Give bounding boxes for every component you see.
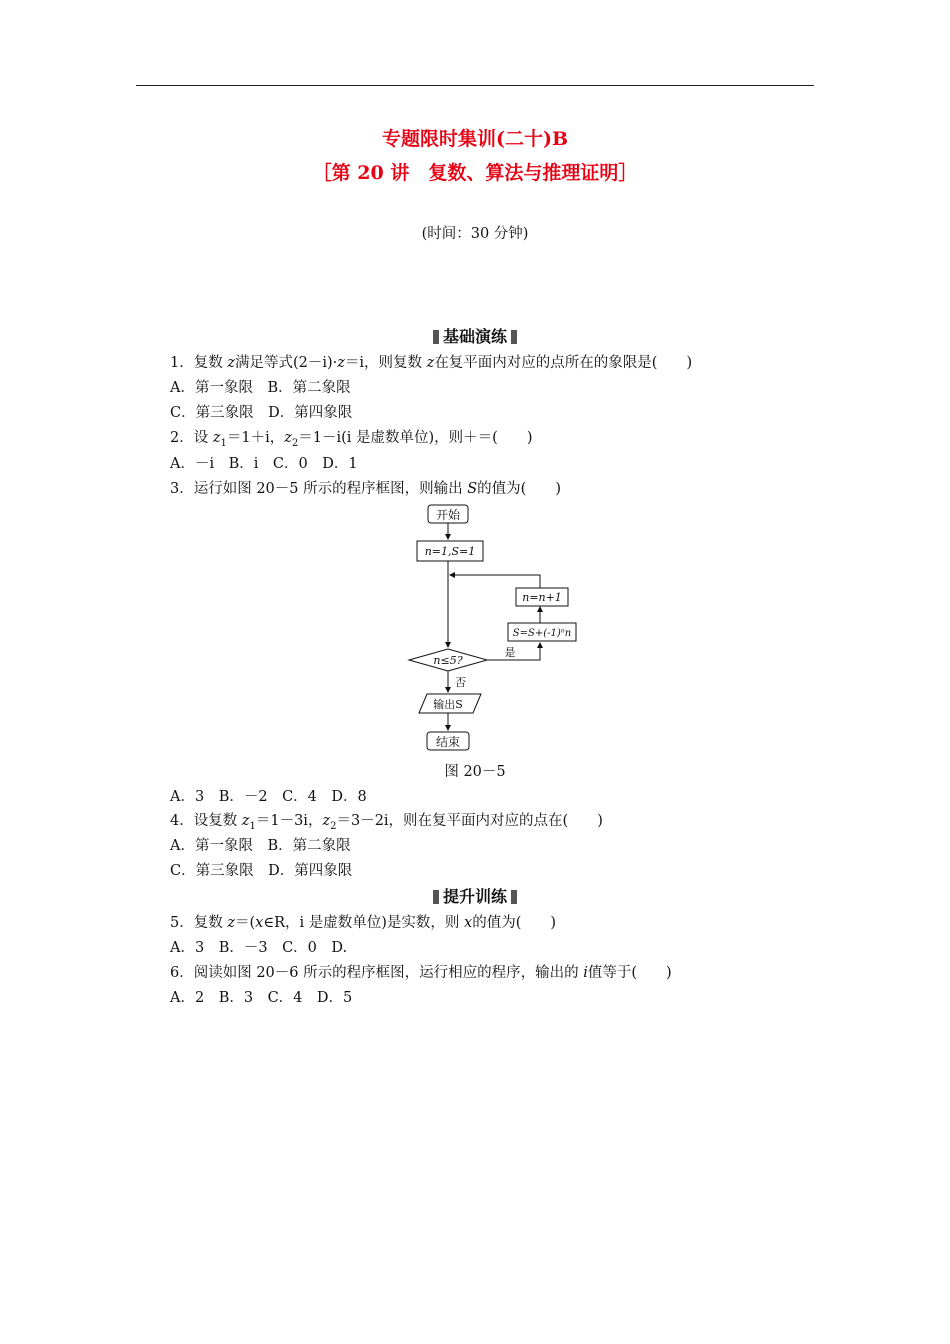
end-label: 结束 bbox=[435, 735, 461, 749]
question-1-options-b: C．第三象限 D．第四象限 bbox=[170, 405, 353, 421]
header-rule bbox=[136, 85, 814, 86]
section-marker-icon bbox=[433, 330, 439, 344]
section-basic-label: 基础演练 bbox=[442, 327, 507, 346]
increment-label: n=n+1 bbox=[522, 591, 562, 604]
question-1: 1．复数 z满足等式(2－i)·z＝i，则复数 z在复平面内对应的点所在的象限是( ) bbox=[170, 355, 693, 371]
question-1-options-a: A．第一象限 B．第二象限 bbox=[170, 380, 351, 396]
yes-label: 是 bbox=[504, 646, 516, 659]
question-2: 2．设 $z_1=1+i$，$z_2=1-i(i$ 是虚数单位)，则＋＝( ) bbox=[170, 430, 533, 449]
figure-caption: 图 20－5 bbox=[444, 764, 506, 780]
output-label: 输出S bbox=[433, 698, 463, 711]
question-2-options: A．－i B．i C．0 D．1 bbox=[170, 456, 358, 472]
question-3: 3．运行如图 20－5 所示的程序框图，则输出 S的值为( ) bbox=[170, 481, 561, 497]
section-marker-icon bbox=[433, 890, 439, 904]
init-label: n=1,S=1 bbox=[424, 545, 476, 558]
section-advanced bbox=[0, 884, 950, 907]
question-5: 5．复数 z＝(x∈R，i 是虚数单位)是实数，则 x的值为( ) bbox=[170, 915, 557, 931]
question-5-options: A．3 B．－3 C．0 D. bbox=[170, 940, 348, 956]
question-4-options-b: C．第三象限 D．第四象限 bbox=[170, 863, 353, 879]
condition-label: n≤5? bbox=[433, 654, 463, 667]
page-subtitle: ［第 20 讲 复数、算法与推理证明］ bbox=[312, 162, 638, 184]
section-marker-icon bbox=[511, 890, 517, 904]
calc-label: S=S+(-1)ⁿn bbox=[512, 628, 572, 639]
start-label: 开始 bbox=[435, 508, 461, 522]
no-label: 否 bbox=[455, 676, 466, 689]
section-marker-icon bbox=[511, 330, 517, 344]
section-basic bbox=[0, 324, 950, 347]
question-3-options: A．3 B．－2 C．4 D．8 bbox=[170, 789, 367, 805]
question-6: 6．阅读如图 20－6 所示的程序框图，运行相应的程序，输出的 i值等于( ) bbox=[170, 965, 672, 981]
question-4: 4．设复数 $z_1=1-3i$，$z_2=3-2i$，则在复平面内对应的点在( ) bbox=[170, 813, 603, 832]
section-advanced-label: 提升训练 bbox=[442, 887, 507, 906]
question-4-options-a: A．第一象限 B．第二象限 bbox=[170, 838, 351, 854]
question-6-options: A．2 B．3 C．4 D．5 bbox=[170, 990, 353, 1006]
time-limit: (时间：30 分钟) bbox=[421, 226, 529, 242]
page-title: 专题限时集训(二十)B bbox=[381, 128, 569, 150]
flowchart-20-5 bbox=[400, 503, 600, 758]
